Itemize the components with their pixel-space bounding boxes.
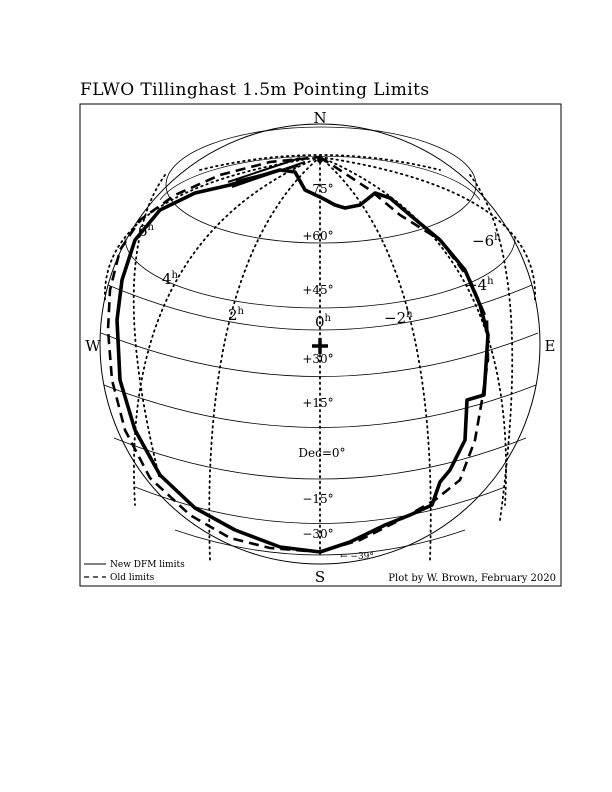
compass-north: N — [313, 109, 327, 127]
dec-label-30: +30° — [302, 352, 334, 366]
dec-label-45: +45° — [302, 283, 334, 297]
ha-label-4: 4$^h$ — [162, 270, 178, 288]
plot-credit: Plot by W. Brown, February 2020 — [388, 573, 556, 584]
legend — [84, 560, 185, 583]
dec-label-75: 75° — [312, 182, 334, 196]
compass-east: E — [544, 337, 556, 355]
dec-label-15: +15° — [302, 396, 334, 410]
ha-label-m2: $-2^h$ — [384, 309, 413, 327]
dec-label-60: +60° — [302, 229, 334, 243]
dec-label-0: Dec=0° — [298, 446, 346, 460]
ha-label-m6: $-6^h$ — [472, 232, 501, 250]
plot-title: FLWO Tillinghast 1.5m Pointing Limits — [80, 80, 430, 100]
ha-label-m4: $-4^h$ — [465, 276, 494, 294]
compass-south: S — [314, 568, 326, 586]
ha-label-0: 0$^h$ — [315, 313, 331, 331]
dec-label-m15: −15° — [302, 492, 334, 506]
legend-old-label: Old limits — [110, 573, 155, 583]
compass-west: W — [85, 337, 101, 355]
ha-label-6: 6$^h$ — [138, 222, 154, 240]
annotation-minus39: ← −39° — [340, 552, 374, 562]
legend-new-label: New DFM limits — [110, 560, 185, 570]
dec-label-m30: −30° — [302, 527, 334, 541]
pole-dot-icon — [317, 157, 323, 163]
ha-label-2: 2$^h$ — [228, 306, 244, 324]
declination-labels — [298, 182, 345, 541]
